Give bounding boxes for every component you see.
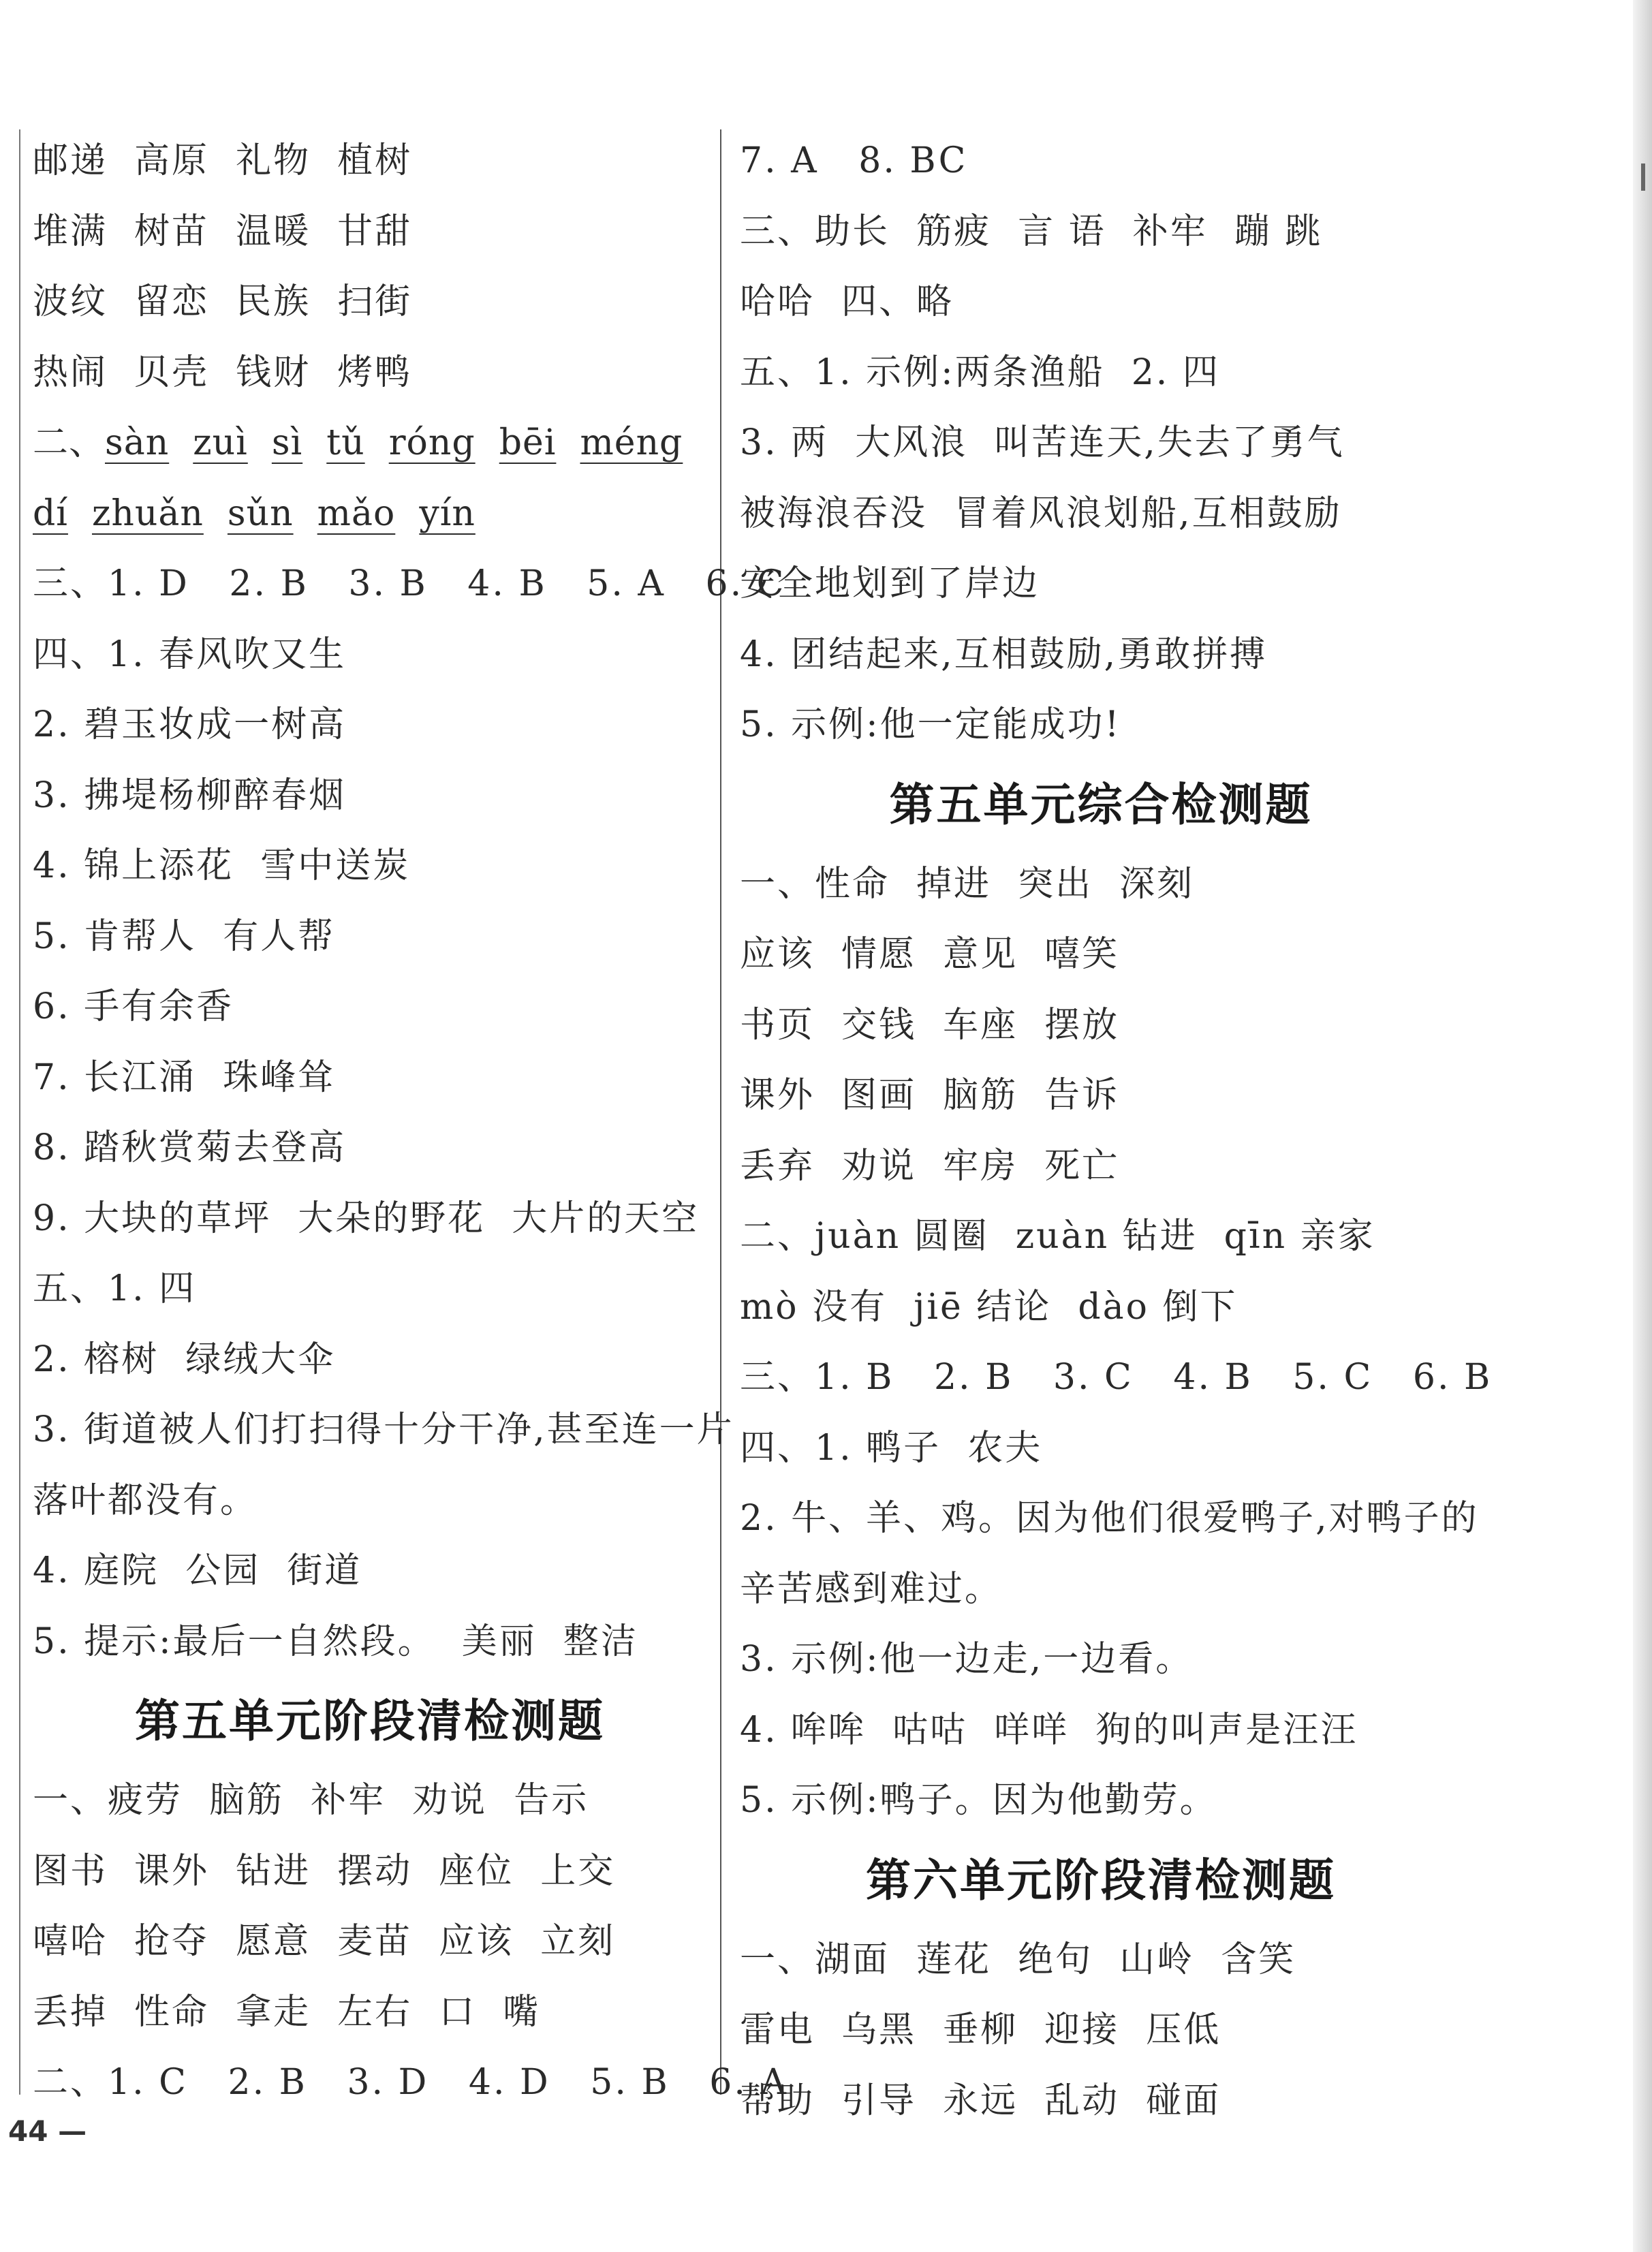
right-answer-column [740,126,1493,2136]
answer-text: 7. A 8. BC [740,140,968,181]
left-answer-column [33,126,788,2118]
answer-text: 6. 手有余香 [33,986,234,1027]
answer-line [33,408,707,479]
answer-line [740,1995,1462,2066]
answer-text: 4. 团结起来,互相鼓励,勇敢拼搏 [740,634,1268,675]
answer-line [740,1413,1462,1484]
pinyin-answer: mǎo [317,492,396,534]
answer-line [33,831,707,902]
answer-line [33,1977,707,2048]
answer-text: 一、性命 掉进 突出 深刻 [740,863,1195,905]
pinyin-answer: yín [419,492,476,534]
pinyin-answer: róng [388,422,476,463]
answer-text: 图书 课外 钻进 摆动 座位 上交 [33,1850,616,1892]
answer-line [740,1343,1493,1413]
section-heading: 第五单元综合检测题 [889,778,1313,831]
answer-line [740,338,1462,409]
answer-text: 四、1. 春风吹又生 [33,634,347,675]
pinyin-answer: tǔ [326,422,365,463]
answer-line [33,1466,707,1537]
left-margin-rule [19,129,20,2095]
answer-text: 安全地划到了岸边 [740,563,1040,604]
answer-line [740,126,1462,197]
answer-text: 哈哈 四、略 [740,281,954,322]
answer-text: 三、助长 筋疲 言 语 补牢 蹦 跳 [740,210,1323,252]
answer-line [33,1254,707,1325]
answer-line [740,1925,1462,1996]
answer-text: 3. 拂堤杨柳醉春烟 [33,775,347,816]
answer-line [740,1484,1479,1554]
answer-line [33,126,707,197]
page-number: 44 — [8,2114,87,2148]
answer-text: 4. 庭院 公园 街道 [33,1550,362,1591]
answer-text: 堆满 树苗 温暖 甘甜 [33,210,413,252]
answer-text: 波纹 留恋 民族 扫街 [33,281,413,322]
answer-line [740,1695,1462,1766]
answer-line [740,549,1462,620]
answer-line [33,338,707,409]
answer-line [33,620,707,691]
answer-text: 一、湖面 莲花 绝句 山岭 含笑 [740,1939,1296,1980]
answer-line [740,1202,1462,1272]
answer-line [33,1607,707,1678]
answer-text: 被海浪吞没 冒着风浪划船,互相鼓励 [740,492,1342,534]
pinyin-answer: dí [33,492,68,534]
answer-line [740,1625,1462,1695]
answer-text: 4. 锦上添花 雪中送炭 [33,845,411,886]
pinyin-answer: bēi [499,422,557,463]
answer-line [740,267,1462,338]
answer-line [33,479,707,550]
answer-text: 四、1. 鸭子 农夫 [740,1427,1043,1469]
answer-line [33,1325,707,1396]
answer-line [33,1113,707,1184]
column-divider [720,129,721,2095]
page-edge-shadow [1633,0,1652,2252]
answer-text: 邮递 高原 礼物 植树 [33,140,413,181]
answer-text: 三、1. B 2. B 3. C 4. B 5. C 6. B [740,1357,1493,1398]
answer-text: 4. 哞哞 咕咕 咩咩 狗的叫声是汪汪 [740,1709,1358,1751]
answer-text: 5. 提示:最后一自然段。 美丽 整洁 [33,1621,638,1662]
answer-text: 落叶都没有。 [33,1480,258,1521]
answer-line [740,479,1462,550]
answer-text: 2. 榕树 绿绒大伞 [33,1339,336,1380]
answer-line [740,620,1462,691]
answer-text: 二、 [33,422,106,463]
answer-text: 二、1. C 2. B 3. D 4. D 5. B 6. A [33,2062,788,2103]
pinyin-answer: sǔn [227,492,294,534]
answer-line [33,197,707,268]
section-heading: 第六单元阶段清检测题 [866,1854,1336,1907]
answer-text: 9. 大块的草坪 大朵的野花 大片的天空 [33,1198,700,1239]
answer-line [740,1272,1462,1343]
answer-line [33,972,707,1043]
answer-text: 3. 街道被人们打扫得十分干净,甚至连一片 [33,1409,734,1450]
answer-line [33,1395,734,1466]
answer-line [740,1554,1462,1625]
answer-line [740,690,1462,761]
answer-text: mò 没有 jiē 结论 dào 倒下 [740,1286,1238,1328]
answer-text: 帮助 引导 永远 乱动 碰面 [740,2080,1221,2121]
answer-text: 五、1. 示例:两条渔船 2. 四 [740,351,1220,393]
answer-text: 3. 两 大风浪 叫苦连天,失去了勇气 [740,422,1345,463]
answer-line [33,690,707,761]
answer-line [740,1131,1462,1202]
answer-line [33,1907,707,1977]
section-heading: 第五单元阶段清检测题 [135,1695,605,1747]
answer-text: 嘻哈 抢夺 愿意 麦苗 应该 立刻 [33,1921,616,1962]
answer-text: 5. 示例:他一定能成功! [740,704,1121,745]
answer-text: 7. 长江涌 珠峰耸 [33,1057,336,1098]
answer-text: 丢掉 性命 拿走 左右 口 嘴 [33,1991,541,2033]
answer-text: 五、1. 四 [33,1268,197,1309]
answer-line [740,1061,1462,1131]
answer-line [33,902,707,973]
pinyin-answer: zhuǎn [91,492,204,534]
page-edge-mark [1641,163,1645,191]
answer-text: 书页 交钱 车座 摆放 [740,1004,1120,1046]
answer-text: 2. 牛、羊、鸡。因为他们很爱鸭子,对鸭子的 [740,1498,1479,1539]
pinyin-answer: sì [271,422,303,463]
answer-line [33,1184,707,1255]
answer-line [740,197,1462,268]
answer-text: 雷电 乌黑 垂柳 迎接 压低 [740,2009,1221,2050]
answer-line [33,1836,707,1907]
answer-line [740,2066,1462,2137]
answer-line [33,761,707,832]
answer-line [33,1536,707,1607]
answer-line [33,549,786,620]
pinyin-answer: sàn [105,422,170,463]
answer-text: 热闹 贝壳 钱财 烤鸭 [33,351,413,393]
answer-line [33,267,707,338]
answer-text: 课外 图画 脑筋 告诉 [740,1075,1120,1116]
answer-text: 辛苦感到难过。 [740,1568,1003,1610]
pinyin-answer: méng [580,422,683,463]
answer-line [740,920,1462,990]
pinyin-answer: zuì [193,422,248,463]
answer-line [740,408,1462,479]
answer-line [740,1766,1462,1836]
answer-text: 8. 踏秋赏菊去登高 [33,1127,347,1168]
answer-text: 5. 肯帮人 有人帮 [33,916,336,957]
answer-text: 5. 示例:鸭子。因为他勤劳。 [740,1780,1217,1821]
answer-text: 二、juàn 圆圈 zuàn 钻进 qīn 亲家 [740,1216,1375,1257]
answer-text: 2. 碧玉妆成一树高 [33,704,347,745]
answer-text: 丢弃 劝说 牢房 死亡 [740,1145,1120,1187]
answer-text: 三、1. D 2. B 3. B 4. B 5. A 6. C [33,563,786,604]
answer-text: 应该 情愿 意见 嘻笑 [740,934,1120,975]
answer-line [740,849,1462,920]
answer-text: 3. 示例:他一边走,一边看。 [740,1639,1194,1680]
answer-line [740,990,1462,1061]
answer-line [33,2048,788,2118]
answer-text: 一、疲劳 脑筋 补牢 劝说 告示 [33,1780,589,1821]
answer-line [33,1043,707,1114]
answer-line [33,1766,707,1836]
